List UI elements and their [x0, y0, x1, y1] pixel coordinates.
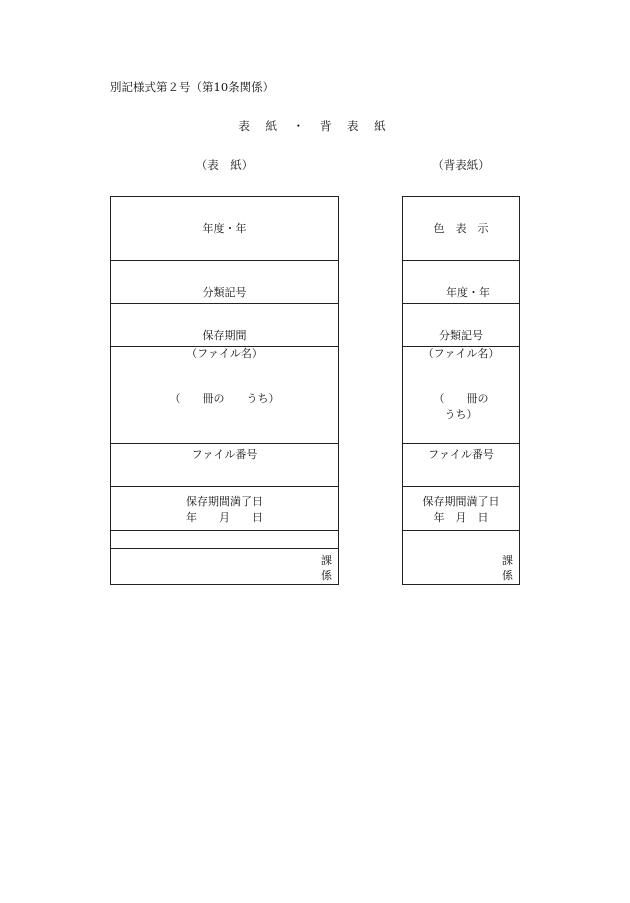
spine-file-name-field: （ファイル名） — [422, 347, 500, 360]
front-section-label: 課 — [321, 554, 332, 567]
spine-section-label: 課 — [502, 554, 513, 567]
spine-year-field: 年度・年 — [446, 286, 490, 299]
divider — [403, 530, 519, 531]
front-year-field: 年度・年 — [202, 222, 247, 235]
front-file-number-field: ファイル番号 — [191, 448, 258, 461]
front-retention-field: 保存期間 — [202, 329, 247, 342]
spine-box — [402, 196, 520, 585]
divider — [403, 443, 519, 444]
front-expiry-label: 保存期間満了日 — [186, 495, 263, 508]
spine-color-field: 色 表 示 — [433, 222, 489, 235]
divider — [111, 303, 338, 304]
spine-expiry-date: 年 月 日 — [433, 511, 489, 524]
spine-expiry-label: 保存期間満了日 — [422, 495, 500, 508]
divider — [111, 548, 338, 549]
spine-subsection-label: 係 — [502, 569, 513, 582]
divider — [111, 260, 338, 261]
spine-classification-field: 分類記号 — [439, 329, 483, 342]
divider — [403, 486, 519, 487]
front-expiry-date: 年 月 日 — [186, 511, 263, 524]
front-cover-box — [110, 196, 339, 585]
spine-file-number-field: ファイル番号 — [428, 448, 494, 461]
divider — [403, 303, 519, 304]
divider — [111, 486, 338, 487]
form-number-note: 別記様式第２号（第10条関係） — [110, 80, 275, 94]
spine-volume-line2: うち） — [444, 408, 478, 421]
divider — [403, 260, 519, 261]
front-file-name-field: （ファイル名） — [186, 347, 263, 360]
divider — [111, 530, 338, 531]
front-volume-field: （ 冊の うち） — [169, 392, 280, 405]
front-classification-field: 分類記号 — [202, 286, 247, 299]
front-cover-label: （表 紙） — [195, 158, 254, 172]
spine-label: （背表紙） — [432, 158, 490, 172]
divider — [111, 443, 338, 444]
spine-volume-line1: （ 冊の — [433, 392, 489, 405]
document-title: 表 紙 ・ 背 表 紙 — [238, 119, 392, 133]
front-subsection-label: 係 — [321, 569, 332, 582]
